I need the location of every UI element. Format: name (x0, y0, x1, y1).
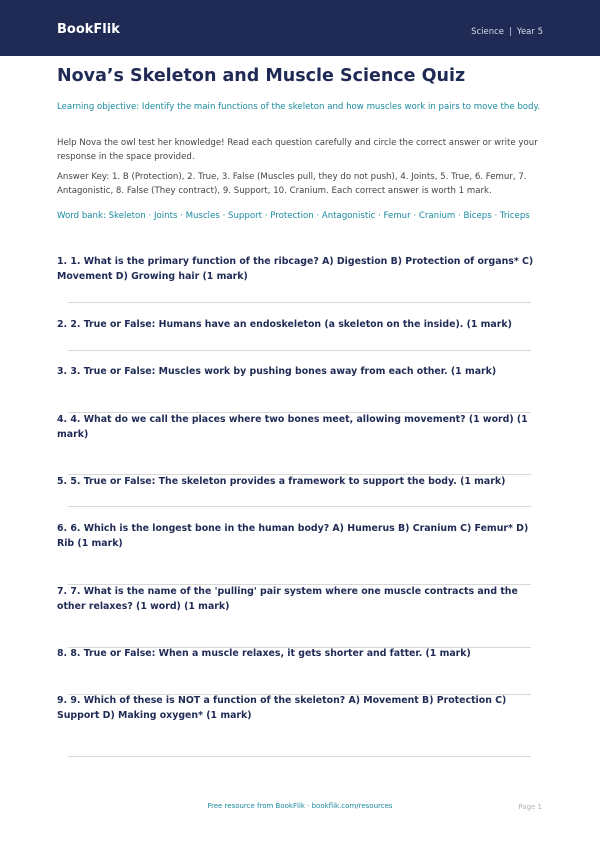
question-3: 3. 3. True or False: Muscles work by pushing bones away from each other. (1 mark) (57, 366, 497, 377)
question-6: 6. 6. Which is the longest bone in the human body? A) Humerus B) Cranium C) Femur* D) Rib (1 mark) (57, 523, 529, 549)
answer-line-2[interactable] (68, 350, 531, 351)
page-header (0, 0, 600, 56)
learning-objective: Learning objective: Identify the main functions of the skeleton and how muscles work in pairs to move the body. (57, 102, 541, 112)
brand-logo[interactable]: BookFlik (57, 22, 120, 37)
answer-line-5[interactable] (68, 506, 531, 507)
question-5: 5. 5. True or False: The skeleton provides a framework to support the body. (1 mark) (57, 476, 506, 487)
question-1: 1. 1. What is the primary function of the ribcage? A) Digestion B) Protection of organs* C) Movement D) Growing hair (1 mark) (57, 256, 534, 282)
answer-line-1[interactable] (68, 302, 531, 303)
header-meta (471, 27, 543, 37)
page-title: Nova’s Skeleton and Muscle Science Quiz (57, 66, 466, 86)
question-2: 2. 2. True or False: Humans have an endoskeleton (a skeleton on the inside). (1 mark) (57, 319, 512, 330)
answer-line-9[interactable] (68, 756, 531, 757)
page-number: Page 1 (518, 803, 542, 811)
answer-key: Answer Key: 1. B (Protection), 2. True, 3. False (Muscles pull, they do not push), 4. Joints, 5. True, 6. Femur, 7. Antagonistic, 8. False (They contract), 9. Support, 10. Cranium. Each correct answer is worth 1 mark. (57, 172, 527, 196)
subject-label: Science (471, 27, 505, 37)
question-7: 7. 7. What is the name of the 'pulling' pair system where one muscle contracts and the other relaxes? (1 word) (1 mark) (57, 586, 518, 612)
question-9: 9. 9. Which of these is NOT a function of the skeleton? A) Movement B) Protection C) Support D) Making oxygen* (1 mark) (57, 695, 507, 721)
header-separator: | (509, 27, 512, 37)
year-label: Year 5 (516, 27, 543, 37)
question-4: 4. 4. What do we call the places where two bones meet, allowing movement? (1 word) (1 mark) (57, 414, 528, 440)
footer-link[interactable]: Free resource from BookFlik · bookflik.com/resources (207, 802, 393, 810)
word-bank: Word bank: Skeleton · Joints · Muscles · Support · Protection · Antagonistic · Femur · Cranium · Biceps · Triceps (57, 211, 530, 221)
question-8: 8. 8. True or False: When a muscle relaxes, it gets shorter and fatter. (1 mark) (57, 648, 471, 659)
intro-text: Help Nova the owl test her knowledge! Read each question carefully and circle the correct answer or write your response in the space provided. (57, 138, 538, 162)
